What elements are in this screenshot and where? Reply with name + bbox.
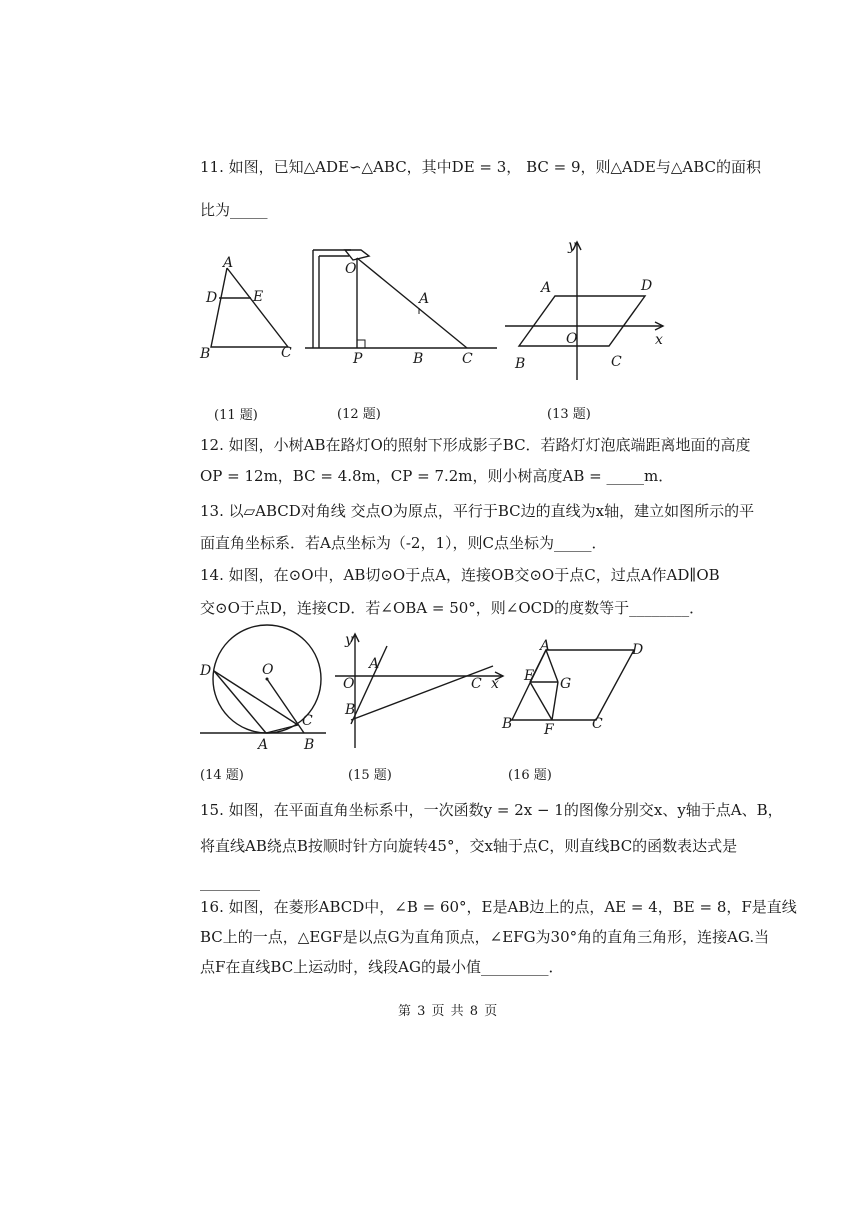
f12-label-p: P bbox=[353, 351, 363, 367]
q15-text-line3: ________ bbox=[200, 873, 260, 891]
q14-text-line1: 14. 如图，在⊙O中，AB切⊙O于点A，连接OB交⊙O于点C，过点A作AD∥OB bbox=[200, 566, 720, 584]
f16-label-a: A bbox=[540, 638, 551, 654]
f16-label-c: C bbox=[592, 716, 603, 732]
f11-label-d: D bbox=[206, 290, 218, 306]
figure-15-coordinate-lines bbox=[335, 630, 513, 755]
f16-label-f: F bbox=[544, 722, 554, 738]
figure-14-circle bbox=[198, 625, 338, 755]
caption-15: (15 题) bbox=[348, 768, 392, 783]
q15-text-line1: 15. 如图，在平面直角坐标系中，一次函数y = 2x − 1的图像分别交x、y轴于点A、B， bbox=[200, 801, 783, 819]
caption-13: (13 题) bbox=[547, 407, 591, 422]
f14-label-a: A bbox=[258, 737, 269, 753]
f16-label-g: G bbox=[560, 676, 572, 692]
f15-label-a: A bbox=[369, 656, 380, 672]
page-footer: 第 3 页 共 8 页 bbox=[398, 1004, 499, 1019]
f14-label-b: B bbox=[304, 737, 315, 753]
figure-12-streetlight bbox=[305, 240, 500, 365]
q11-text-line1: 11. 如图，已知△ADE∽△ABC，其中DE = 3， BC = 9，则△ADE与△ABC的面积 bbox=[200, 158, 761, 176]
f11-label-a: A bbox=[223, 255, 234, 271]
figure-13-parallelogram bbox=[505, 240, 675, 385]
f11-label-b: B bbox=[200, 346, 211, 362]
f14-label-c: C bbox=[302, 713, 313, 729]
f16-label-b: B bbox=[502, 716, 513, 732]
f12-label-a: A bbox=[419, 291, 430, 307]
q14-text-line2: 交⊙O于点D，连接CD．若∠OBA = 50°，则∠OCD的度数等于________． bbox=[200, 599, 705, 617]
f13-label-d: D bbox=[641, 278, 653, 294]
f13-label-y: y bbox=[568, 238, 576, 254]
f12-label-b: B bbox=[413, 351, 424, 367]
f16-label-d: D bbox=[632, 642, 644, 658]
caption-16: (16 题) bbox=[508, 768, 552, 783]
f12-label-c: C bbox=[462, 351, 473, 367]
caption-12: (12 题) bbox=[337, 407, 381, 422]
f14-label-o: O bbox=[262, 662, 274, 678]
f15-label-x: x bbox=[491, 676, 499, 692]
f13-label-o: O bbox=[566, 331, 578, 347]
figure-11-triangle bbox=[195, 250, 305, 365]
figure-16-rhombus bbox=[500, 640, 660, 740]
q13-text-line1: 13. 以▱ABCD对角线 交点O为原点，平行于BC边的直线为x轴，建立如图所示的平 bbox=[200, 502, 755, 520]
q11-text-line2: 比为_____ bbox=[200, 201, 268, 219]
q12-text-line2: OP = 12m，BC = 4.8m，CP = 7.2m，则小树高度AB = _____m． bbox=[200, 467, 674, 485]
q16-text-line2: BC上的一点，△EGF是以点G为直角顶点，∠EFG为30°角的直角三角形，连接AG.当 bbox=[200, 928, 770, 946]
f14-label-d: D bbox=[200, 663, 212, 679]
caption-11: (11 题) bbox=[214, 408, 258, 423]
q15-text-line2: 将直线AB绕点B按顺时针方向旋转45°，交x轴于点C，则直线BC的函数表达式是 bbox=[200, 837, 738, 855]
f13-label-c: C bbox=[611, 354, 622, 370]
f13-label-b: B bbox=[515, 356, 526, 372]
caption-14: (14 题) bbox=[200, 768, 244, 783]
f16-label-e: E bbox=[524, 668, 535, 684]
f13-label-x: x bbox=[655, 332, 663, 348]
q13-text-line2: 面直角坐标系．若A点坐标为（-2，1），则C点坐标为_____． bbox=[200, 534, 607, 552]
f11-label-e: E bbox=[253, 289, 264, 305]
f15-label-b: B bbox=[345, 702, 356, 718]
f15-label-o: O bbox=[343, 676, 355, 692]
f15-label-c: C bbox=[471, 676, 482, 692]
q16-text-line1: 16. 如图，在菱形ABCD中，∠B = 60°，E是AB边上的点，AE = 4，BE = 8，F是直线 bbox=[200, 898, 797, 916]
f15-label-y: y bbox=[345, 632, 353, 648]
f11-label-c: C bbox=[281, 345, 292, 361]
q16-text-line3: 点F在直线BC上运动时，线段AG的最小值_________． bbox=[200, 958, 564, 976]
f12-label-o: O bbox=[345, 261, 357, 277]
f13-label-a: A bbox=[541, 280, 552, 296]
q12-text-line1: 12. 如图，小树AB在路灯O的照射下形成影子BC．若路灯灯泡底端距离地面的高度 bbox=[200, 436, 751, 454]
